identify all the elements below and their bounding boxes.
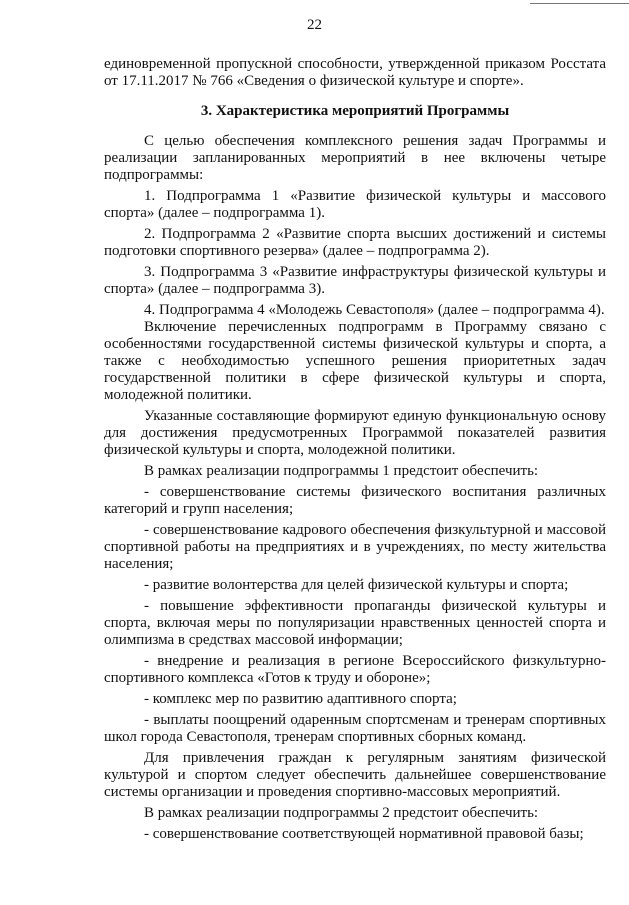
list-item-task: - совершенствование системы физического воспитания различных категорий и групп населения; <box>104 484 606 517</box>
list-item-task: - внедрение и реализация в регионе Всероссийского физкультурно-спортивного комплекса «Готов к труду и обороне»; <box>104 653 606 686</box>
intro-text: единовременной пропускной способности, утвержденной приказом Росстата от 17.11.2017 № 766 «Сведения о физической культуре и спорте». <box>104 56 606 89</box>
top-edge-rule <box>530 3 629 4</box>
list-item-task: - развитие волонтерства для целей физической культуры и спорта; <box>144 577 569 593</box>
list-item-task: - повышение эффективности пропаганды физической культуры и спорта, включая меры по популяризации нравственных ценностей спорта и олимпизма в средствах массовой информации; <box>104 598 606 648</box>
paragraph-subprogram-1-tasks: В рамках реализации подпрограммы 1 предстоит обеспечить: <box>144 463 539 479</box>
list-item-task: - выплаты поощрений одаренным спортсменам и тренерам спортивных школ города Севастополя, тренерам спортивных сборных команд. <box>104 712 606 745</box>
list-item-subprogram-1: 1. Подпрограмма 1 «Развитие физической культуры и массового спорта» (далее – подпрограмма 1). <box>104 188 606 221</box>
paragraph-components: Указанные составляющие формируют единую функциональную основу для достижения предусмотренных Программой показателей развития физической культуры и спорта, молодежной политики. <box>104 408 606 458</box>
list-item-task: - комплекс мер по развитию адаптивного спорта; <box>144 691 457 707</box>
list-item-task: - совершенствование кадрового обеспечения физкультурной и массовой спортивной работы на предприятиях и в учреждениях, по месту жительства населения; <box>104 522 606 572</box>
list-item-subprogram-3: 3. Подпрограмма 3 «Развитие инфраструктуры физической культуры и спорта» (далее – подпрограмма 3). <box>104 264 606 297</box>
paragraph-inclusion: Включение перечисленных подпрограмм в Программу связано с особенностями государственной системы физической культуры и спорта, а также с необходимостью успешного решения приоритетных задач государственной политики в сфере физической культуры и спорта, молодежной политики. <box>104 319 606 403</box>
page-number: 22 <box>307 17 322 33</box>
paragraph-engagement: Для привлечения граждан к регулярным занятиям физической культурой и спортом следует обеспечить дальнейшее совершенствование системы организации и проведения спортивно-массовых мероприятий. <box>104 750 606 800</box>
list-item-subprogram-2: 2. Подпрограмма 2 «Развитие спорта высших достижений и системы подготовки спортивного резерва» (далее – подпрограмма 2). <box>104 226 606 259</box>
paragraph-purpose: С целью обеспечения комплексного решения задач Программы и реализации запланированных мероприятий в нее включены четыре подпрограммы: <box>104 133 606 183</box>
list-item-task: - совершенствование соответствующей нормативной правовой базы; <box>144 826 584 842</box>
paragraph-subprogram-2-tasks: В рамках реализации подпрограммы 2 предстоит обеспечить: <box>144 805 539 821</box>
document-body <box>104 56 606 843</box>
list-item-subprogram-4: 4. Подпрограмма 4 «Молодежь Севастополя» (далее – подпрограмма 4). <box>144 302 605 318</box>
section-heading: 3. Характеристика мероприятий Программы <box>200 103 510 119</box>
